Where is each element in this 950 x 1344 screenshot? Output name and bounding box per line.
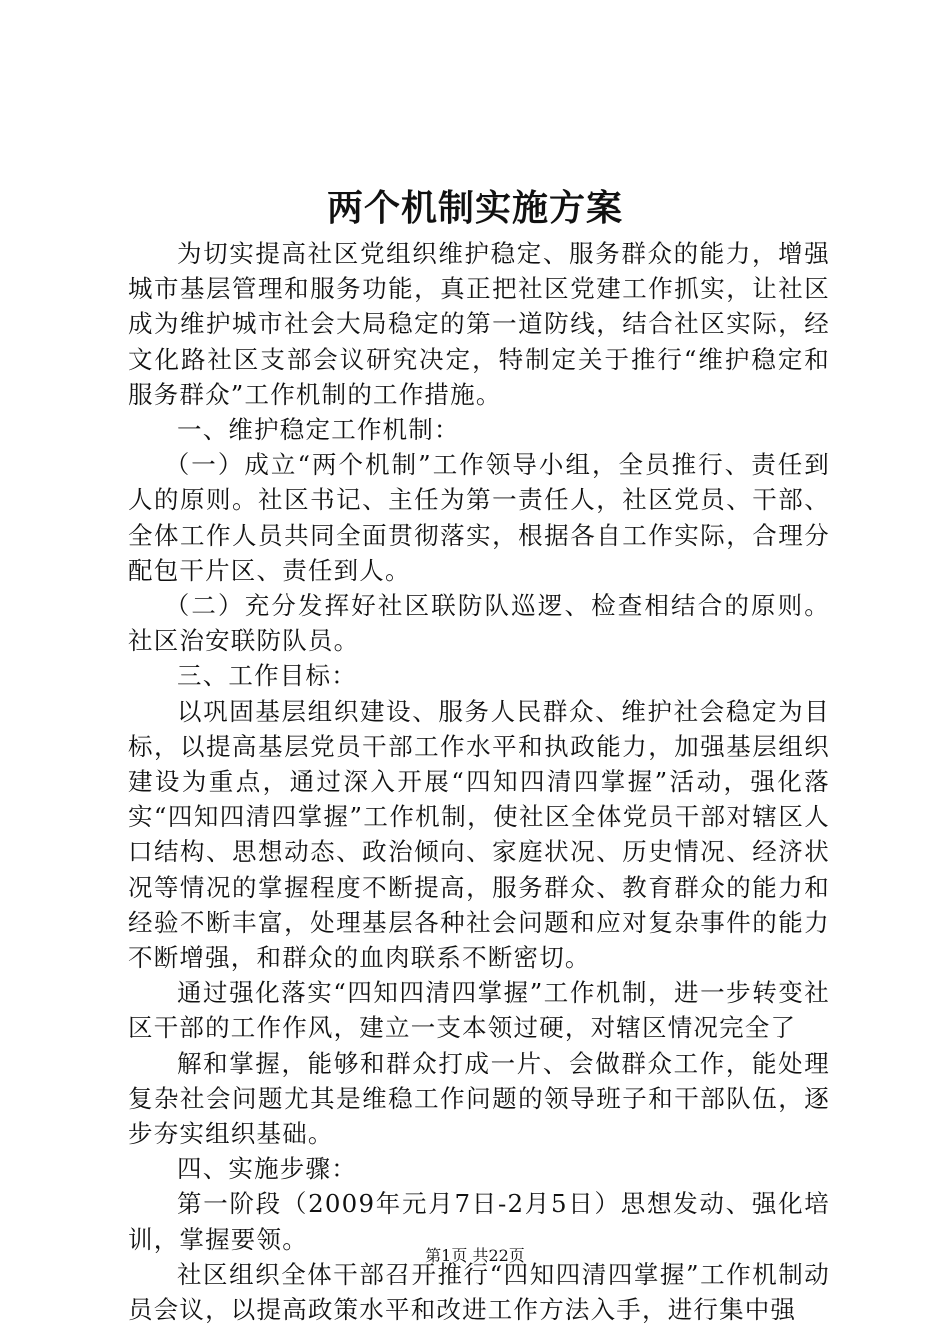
paragraph-meeting: 社区组织全体干部召开推行“四知四清四掌握”工作机制动员会议，以提高政策水平和改进工作方法入手，进行集中强 (128, 1259, 830, 1325)
section-heading-3: 三、工作目标： (177, 661, 357, 691)
page-footer: 第1页 共22页 (425, 1246, 525, 1265)
paragraph-intro: 为切实提高社区党组织维护稳定、服务群众的能力，增强城市基层管理和服务功能，真正把社区党建工作抓实，让社区成为维护城市社会大局稳定的第一道防线，结合社区实际，经文化路社区支部会议研究决定，特制定关于推行“维护稳定和服务群众”工作机制的工作措施。 (128, 239, 830, 409)
paragraph-strengthen: 通过强化落实“四知四清四掌握”工作机制，进一步转变社区干部的工作作风，建立一支本领过硬，对辖区情况完全了 (128, 978, 830, 1043)
section-heading-4: 四、实施步骤： (177, 1154, 357, 1184)
document-title: 两个机制实施方案 (326, 187, 623, 229)
paragraph-item-2: （二）充分发挥好社区联防队巡逻、检查相结合的原则。社区治安联防队员。 (128, 591, 830, 656)
paragraph-item-1: （一）成立“两个机制”工作领导小组，全员推行、责任到人的原则。社区书记、主任为第一责任人，社区党员、干部、全体工作人员共同全面贯彻落实，根据各自工作实际，合理分配包干片区、责任到人。 (128, 450, 830, 585)
document-body (128, 236, 830, 1327)
section-heading-1: 一、维护稳定工作机制： (177, 415, 460, 445)
paragraph-goals: 以巩固基层组织建设、服务人民群众、维护社会稳定为目标，以提高基层党员干部工作水平和执政能力，加强基层组织建设为重点，通过深入开展“四知四清四掌握”活动，强化落实“四知四清四掌握”工作机制，使社区全体党员干部对辖区人口结构、思想动态、政治倾向、家庭状况、历史情况、经济状况等情况的掌握程度不断提高，服务群众、教育群众的能力和经验不断丰富，处理基层各种社会问题和应对复杂事件的能力不断增强，和群众的血肉联系不断密切。 (128, 696, 830, 973)
paragraph-continuation: 解和掌握，能够和群众打成一片、会做群众工作，能处理复杂社会问题尤其是维稳工作问题的领导班子和干部队伍，逐步夯实组织基础。 (128, 1048, 830, 1149)
paragraph-stage-1: 第一阶段（2009年元月7日-2月5日）思想发动、强化培训，掌握要领。 (128, 1189, 830, 1254)
